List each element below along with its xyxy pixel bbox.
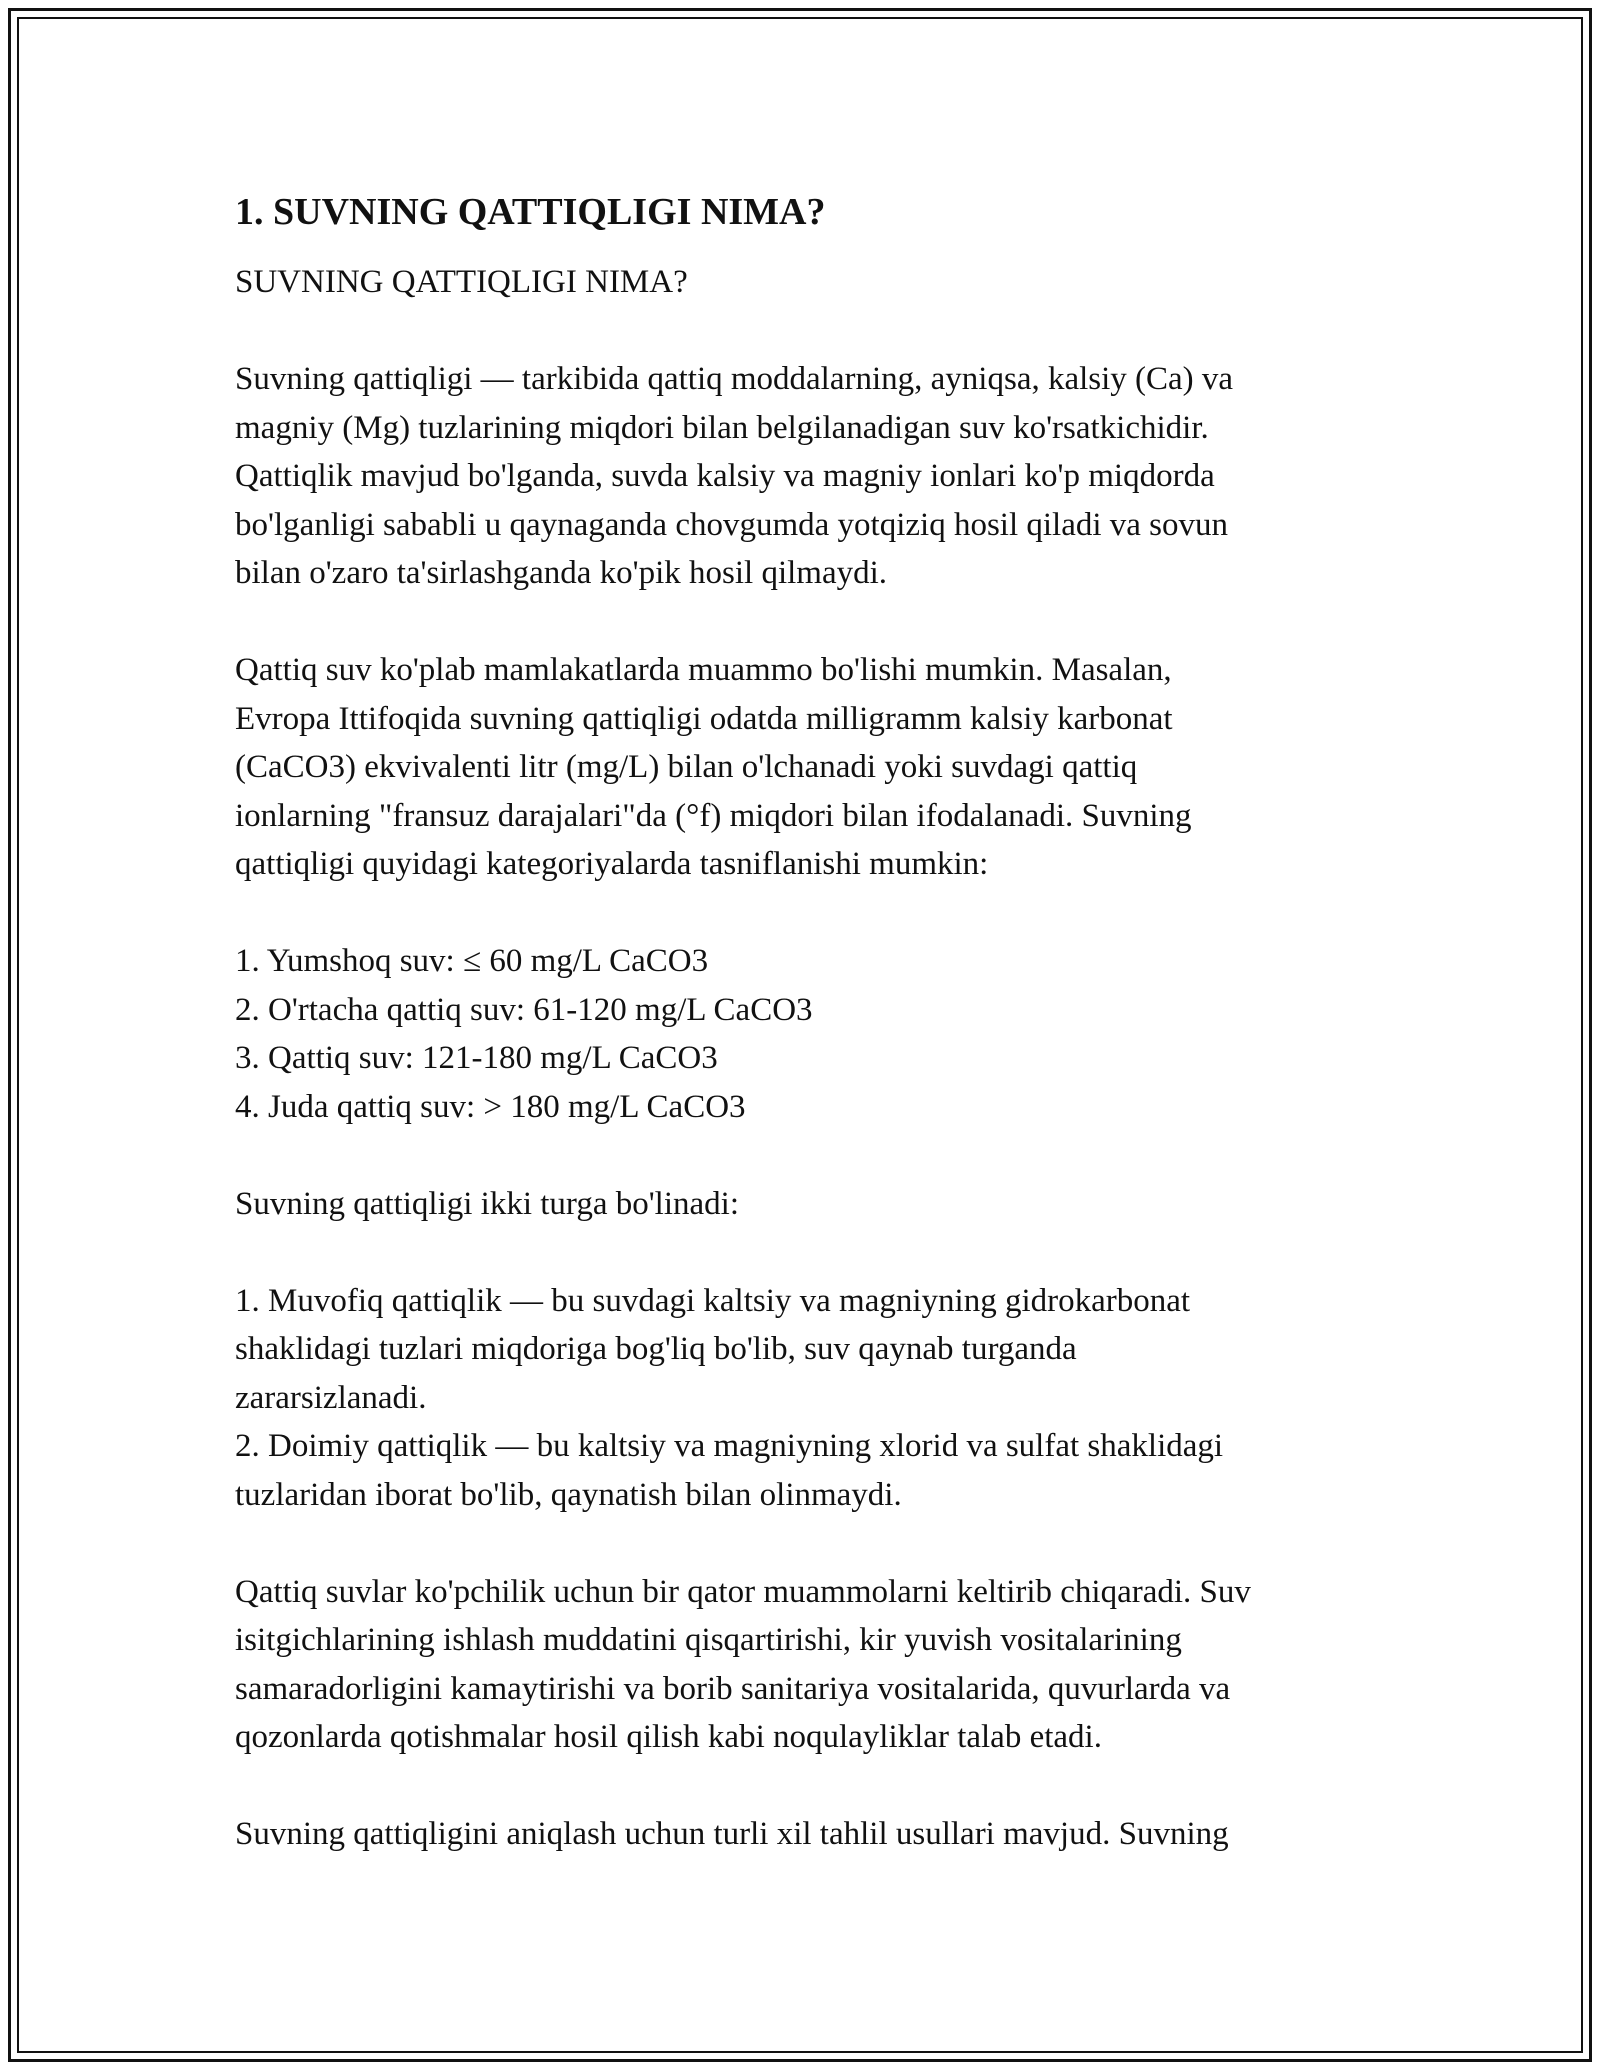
text-line: bilan o'zaro ta'sirlashganda ko'pik hosil qilmaydi. bbox=[235, 555, 888, 591]
text-line: qozonlarda qotishmalar hosil qilish kabi noqulayliklar talab etadi. bbox=[235, 1719, 1102, 1755]
document-heading: 1. SUVNING QATTIQLIGI NIMA? bbox=[235, 191, 826, 233]
list-item: 1. Muvofiq qattiqlik — bu suvdagi kaltsiy va magniyning gidrokarbonat bbox=[235, 1282, 1191, 1319]
paragraph-analysis bbox=[235, 1810, 1375, 1859]
list-item: 4. Juda qattiq suv: > 180 mg/L CaCO3 bbox=[235, 1088, 746, 1125]
text-line: bo'lganligi sababli u qaynaganda chovgumda yotqiziq hosil qiladi va sovun bbox=[235, 506, 1229, 543]
text-line: isitgichlarining ishlash muddatini qisqartirishi, kir yuvish vositalarining bbox=[235, 1622, 1182, 1658]
text-line: zararsizlanadi. bbox=[235, 1379, 427, 1416]
list-item: 3. Qattiq suv: 121-180 mg/L CaCO3 bbox=[235, 1040, 718, 1076]
text-line: tuzlaridan iborat bo'lib, qaynatish bilan olinmaydi. bbox=[235, 1476, 902, 1513]
document-subtitle: SUVNING QATTIQLIGI NIMA? bbox=[235, 264, 688, 300]
text-line: Evropa Ittifoqida suvning qattiqligi odatda milligramm kalsiy karbonat bbox=[235, 700, 1173, 737]
list-item: 2. O'rtacha qattiq suv: 61-120 mg/L CaCO3 bbox=[235, 991, 813, 1028]
text-line: Qattiqlik mavjud bo'lganda, suvda kalsiy va magniy ionlari ko'p miqdorda bbox=[235, 458, 1215, 494]
text-line: (CaCO3) ekvivalenti litr (mg/L) bilan o'lchanadi yoki suvdagi qattiq bbox=[235, 749, 1138, 785]
paragraph-problems bbox=[235, 1568, 1375, 1762]
list-item: 2. Doimiy qattiqlik — bu kaltsiy va magniyning xlorid va sulfat shaklidagi bbox=[235, 1428, 1224, 1464]
hardness-types-list bbox=[235, 1277, 1375, 1520]
paragraph-types-intro bbox=[235, 1180, 1375, 1229]
hardness-categories-list bbox=[235, 937, 1375, 1131]
text-line: qattiqligi quyidagi kategoriyalarda tasniflanishi mumkin: bbox=[235, 846, 989, 882]
text-line: ionlarning "fransuz darajalari"da (°f) miqdori bilan ifodalanadi. Suvning bbox=[235, 797, 1192, 834]
text-line: samaradorligini kamaytirishi va borib sanitariya vositalarida, quvurlarda va bbox=[235, 1670, 1231, 1707]
text-line: shaklidagi tuzlari miqdoriga bog'liq bo'lib, suv qaynab turganda bbox=[235, 1331, 1077, 1367]
document-body bbox=[235, 186, 1375, 1907]
text-line: Suvning qattiqligini aniqlash uchun turli xil tahlil usullari mavjud. Suvning bbox=[235, 1816, 1229, 1852]
text-line: Suvning qattiqligi ikki turga bo'linadi: bbox=[235, 1185, 739, 1222]
text-line: Qattiq suv ko'plab mamlakatlarda muammo bo'lishi mumkin. Masalan, bbox=[235, 652, 1172, 688]
paragraph-definition bbox=[235, 355, 1375, 598]
paragraph-measurement bbox=[235, 646, 1375, 889]
list-item: 1. Yumshoq suv: ≤ 60 mg/L CaCO3 bbox=[235, 943, 709, 979]
text-line: Qattiq suvlar ko'pchilik uchun bir qator muammolarni keltirib chiqaradi. Suv bbox=[235, 1573, 1251, 1610]
text-line: Suvning qattiqligi — tarkibida qattiq moddalarning, ayniqsa, kalsiy (Ca) va bbox=[235, 361, 1234, 397]
text-line: magniy (Mg) tuzlarining miqdori bilan belgilanadigan suv ko'rsatkichidir. bbox=[235, 409, 1209, 446]
